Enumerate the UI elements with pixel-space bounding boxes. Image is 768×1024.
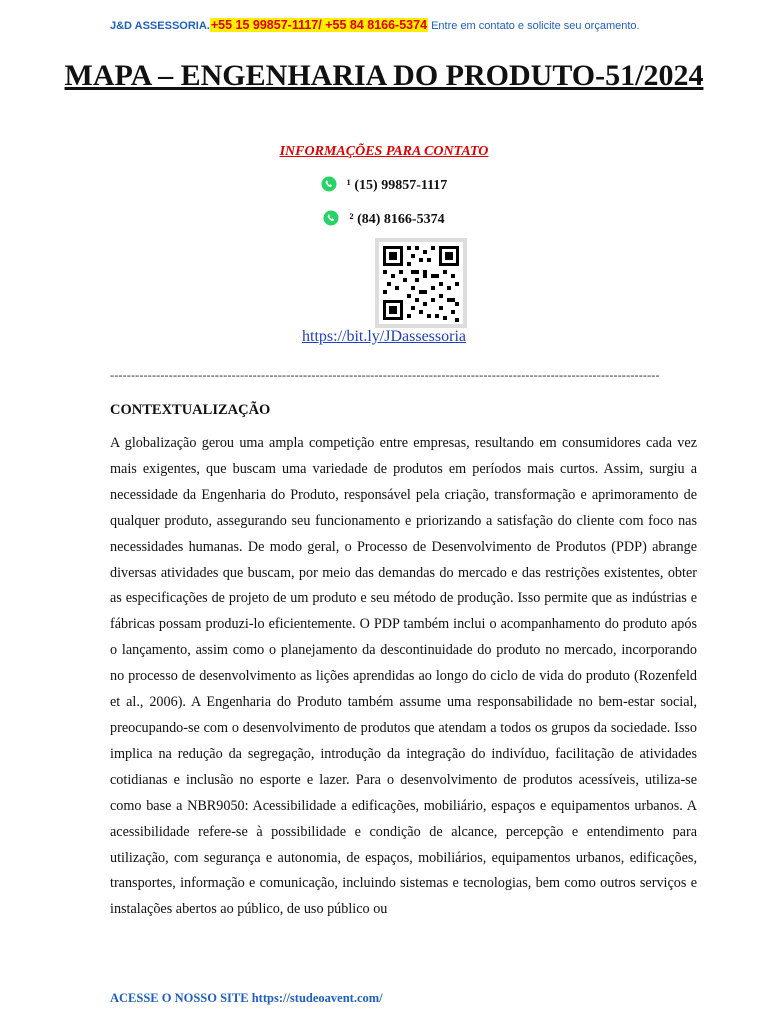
footer bbox=[110, 991, 383, 1006]
phone-1: ¹ (15) 99857-1117 bbox=[346, 178, 448, 193]
whatsapp-icon bbox=[321, 176, 337, 197]
header-phones: +55 15 99857-1117/ +55 84 8166-5374 bbox=[210, 18, 428, 32]
section-body: A globalização gerou uma ampla competição entre empresas, resultando em consumidores cada vez mais exigentes, que buscam uma variedade de produtos em períodos mais curtos. Assim, surgiu a necessidade da Engenharia do Produto, responsável pela criação, transformação e aprimoramento de qualquer produto, assegurando seu funcionamento e priorizando a satisfação do cliente com foco nas necessidades humanas. De modo geral, o Processo de Desenvolvimento de Produtos (PDP) abrange diversas atividades que buscam, por meio das demandas do mercado e das restrições existentes, obter as especificações de projeto de um produto e seu método de produção. Isso permite que as indústrias e fábricas possam produzi-lo eficientemente. O PDP também inclui o acompanhamento do produto após o lançamento, assim como o planejamento da descontinuidade do produto no mercado, incorporando no processo de desenvolvimento as lições aprendidas ao longo do ciclo de vida do produto (Rozenfeld et al., 2006). A Engenharia do Produto também assume uma responsabilidade no bem-estar social, preocupando-se com o desenvolvimento de produtos que atendam a todos os grupos da sociedade. Isso implica na redução da segregação, introdução da integração do indivíduo, facilitação de atividades cotidianas e inclusão no esporte e lazer. Para o desenvolvimento de produtos acessíveis, utiliza-se como base a NBR9050: Acessibilidade a edificações, mobiliário, espaços e equipamentos urbanos. A acessibilidade refere-se à possibilidade e condição de alcance, percepção e entendimento para utilização, com segurança e autonomia, de espaços, mobiliários, equipamentos urbanos, edificações, transportes, informação e comunicação, incluindo sistemas e tecnologias, bem como outros serviços e instalações abertos ao público, de uso público ou bbox=[110, 435, 697, 918]
header-cta: Entre em contato e solicite seu orçamento. bbox=[431, 20, 640, 32]
qr-code-image[interactable] bbox=[375, 238, 467, 328]
whatsapp-icon bbox=[323, 210, 339, 231]
footer-url[interactable]: https://studeoavent.com/ bbox=[251, 991, 383, 1005]
contact-link[interactable]: https://bit.ly/JDassessoria bbox=[302, 328, 466, 345]
footer-label: ACESSE O NOSSO SITE bbox=[110, 991, 249, 1005]
header-bar bbox=[110, 18, 640, 32]
phone-line-1 bbox=[0, 176, 768, 197]
contact-heading: INFORMAÇÕES PARA CONTATO bbox=[279, 144, 489, 159]
phone-2: ² (84) 8166-5374 bbox=[349, 212, 445, 227]
divider-line: ----------------------------------------------------------------------------------------------------------------------------------- bbox=[110, 368, 660, 382]
section-heading: CONTEXTUALIZAÇÃO bbox=[110, 402, 271, 418]
phone-line-2 bbox=[0, 210, 768, 231]
page-title: MAPA – ENGENHARIA DO PRODUTO-51/2024 bbox=[64, 59, 704, 92]
brand-name: J&D ASSESSORIA. bbox=[110, 20, 210, 32]
